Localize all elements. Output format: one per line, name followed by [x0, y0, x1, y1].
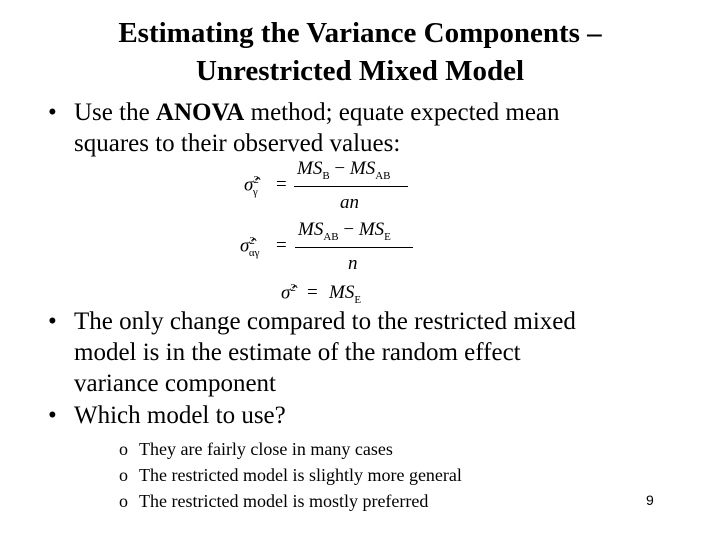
sub-bullet-marker: o — [119, 491, 128, 511]
bullet-text: Which model to use? — [74, 402, 286, 429]
bullet-dot: • — [48, 402, 57, 429]
denominator: n — [348, 253, 358, 274]
bullet-text: Use the ANOVA method; equate expected mean squares to their observed values: — [74, 99, 560, 157]
denominator: an — [340, 192, 359, 213]
slide-title — [60, 14, 660, 90]
bullet-text: The only change compared to the restricted mixed model is in the estimate of the random effect variance component — [74, 308, 576, 397]
sub-bullet-item: o The restricted model is slightly more general — [119, 462, 462, 488]
title-line-1: Estimating the Variance Components – — [118, 17, 602, 49]
equation-sigma-gamma: σ̂$^2_\gamma$ = $MS_B - MS_{AB}$ an — [244, 158, 444, 218]
anova-bold: ANOVA — [155, 99, 245, 126]
fraction-bar — [295, 247, 413, 248]
sub-bullet-marker: o — [119, 439, 128, 459]
bullet-dot: • — [48, 99, 57, 126]
sub-bullet-list — [119, 436, 462, 514]
bullet-which-model — [48, 400, 688, 431]
equation-sigma-error: σ̂$^2$ = $MS_E$ — [281, 282, 362, 306]
bullet-only-change — [48, 306, 688, 399]
page-number: 9 — [646, 492, 654, 508]
bullet-dot: • — [48, 308, 57, 335]
sub-bullet-item: o They are fairly close in many cases — [119, 436, 462, 462]
sub-bullet-marker: o — [119, 465, 128, 485]
sub-bullet-item: o The restricted model is mostly preferred — [119, 488, 462, 514]
numerator: $MS_{AB} - MS_E$ — [298, 219, 391, 243]
title-line-2: Unrestricted Mixed Model — [195, 55, 525, 87]
equation-sigma-alpha-gamma: σ̂$^2_{\alpha\gamma}$ = $MS_{AB} - MS_E$ n — [240, 219, 440, 279]
fraction-bar — [294, 186, 408, 187]
numerator: $MS_B - MS_{AB}$ — [297, 158, 391, 182]
bullet-anova-method — [48, 97, 688, 159]
